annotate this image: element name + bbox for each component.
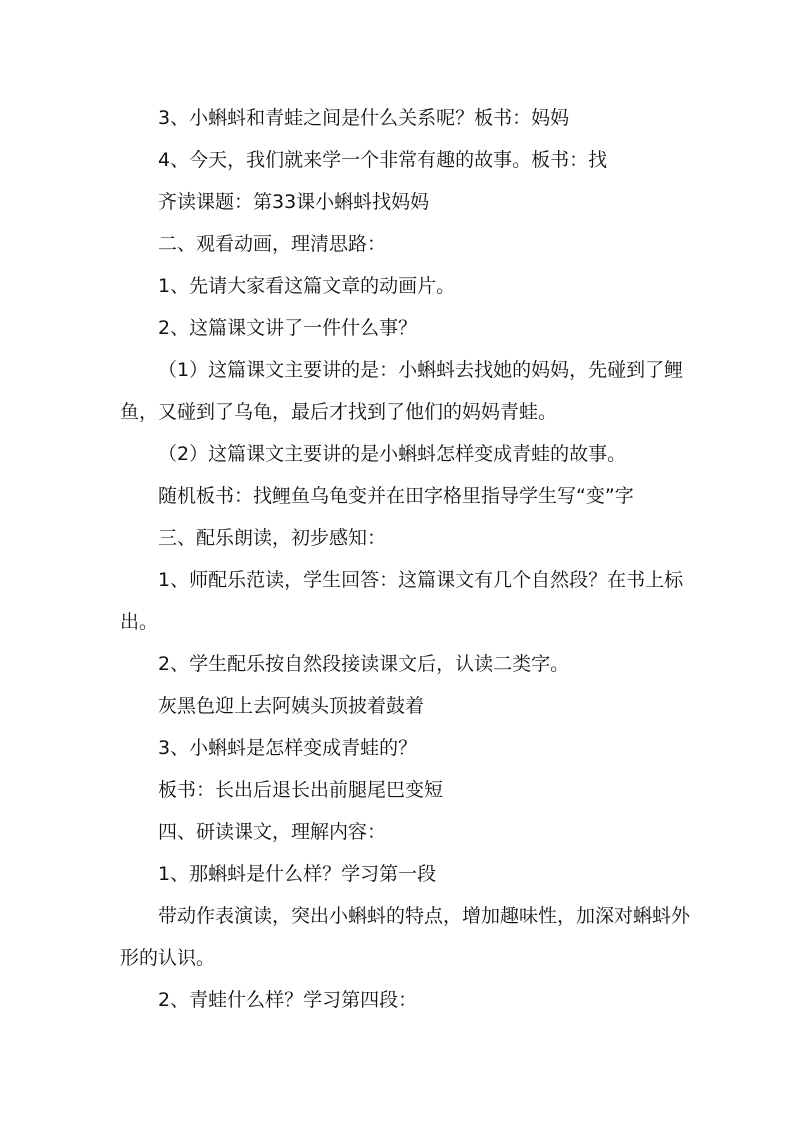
- text-line: 四、研读课文，理解内容：: [158, 821, 387, 843]
- text-line: 1、师配乐范读，学生回答：这篇课文有几个自然段？在书上标: [158, 569, 684, 591]
- text-line: 1、那蝌蚪是什么样？学习第一段: [158, 863, 437, 885]
- text-line: 板书：长出后退长出前腿尾巴变短: [158, 779, 444, 801]
- text-line: 2、这篇课文讲了一件什么事？: [158, 317, 418, 339]
- text-line: 3、小蝌蚪是怎样变成青蛙的？: [158, 737, 418, 759]
- text-line: 2、青蛙什么样？学习第四段：: [158, 989, 418, 1011]
- text-line: 1、先请大家看这篇文章的动画片。: [158, 275, 456, 297]
- text-line: 二、观看动画，理清思路：: [158, 233, 387, 255]
- text-line: 4、今天，我们就来学一个非常有趣的故事。板书：找: [158, 149, 608, 171]
- text-line: 出。: [120, 611, 159, 633]
- text-line: 2、学生配乐按自然段接读课文后，认读二类字。: [158, 653, 570, 675]
- text-line: 鱼，又碰到了乌龟，最后才找到了他们的妈妈青蛙。: [120, 401, 558, 423]
- text-line: 带动作表演读，突出小蝌蚪的特点，增加趣味性，加深对蝌蚪外: [158, 905, 691, 927]
- text-line: 3、小蝌蚪和青蛙之间是什么关系呢？板书：妈妈: [158, 107, 570, 129]
- text-line: 灰黑色迎上去阿姨头顶披着鼓着: [158, 695, 425, 717]
- text-line: 齐读课题：第33课小蝌蚪找妈妈: [158, 191, 430, 213]
- text-line: （2）这篇课文主要讲的是小蝌蚪怎样变成青蛙的故事。: [158, 443, 627, 465]
- text-line: 随机板书：找鲤鱼乌龟变并在田字格里指导学生写“变”字: [158, 485, 634, 507]
- text-line: 三、配乐朗读，初步感知：: [158, 527, 387, 549]
- text-line: （1）这篇课文主要讲的是：小蝌蚪去找她的妈妈，先碰到了鲤: [158, 359, 684, 381]
- text-line: 形的认识。: [120, 947, 216, 969]
